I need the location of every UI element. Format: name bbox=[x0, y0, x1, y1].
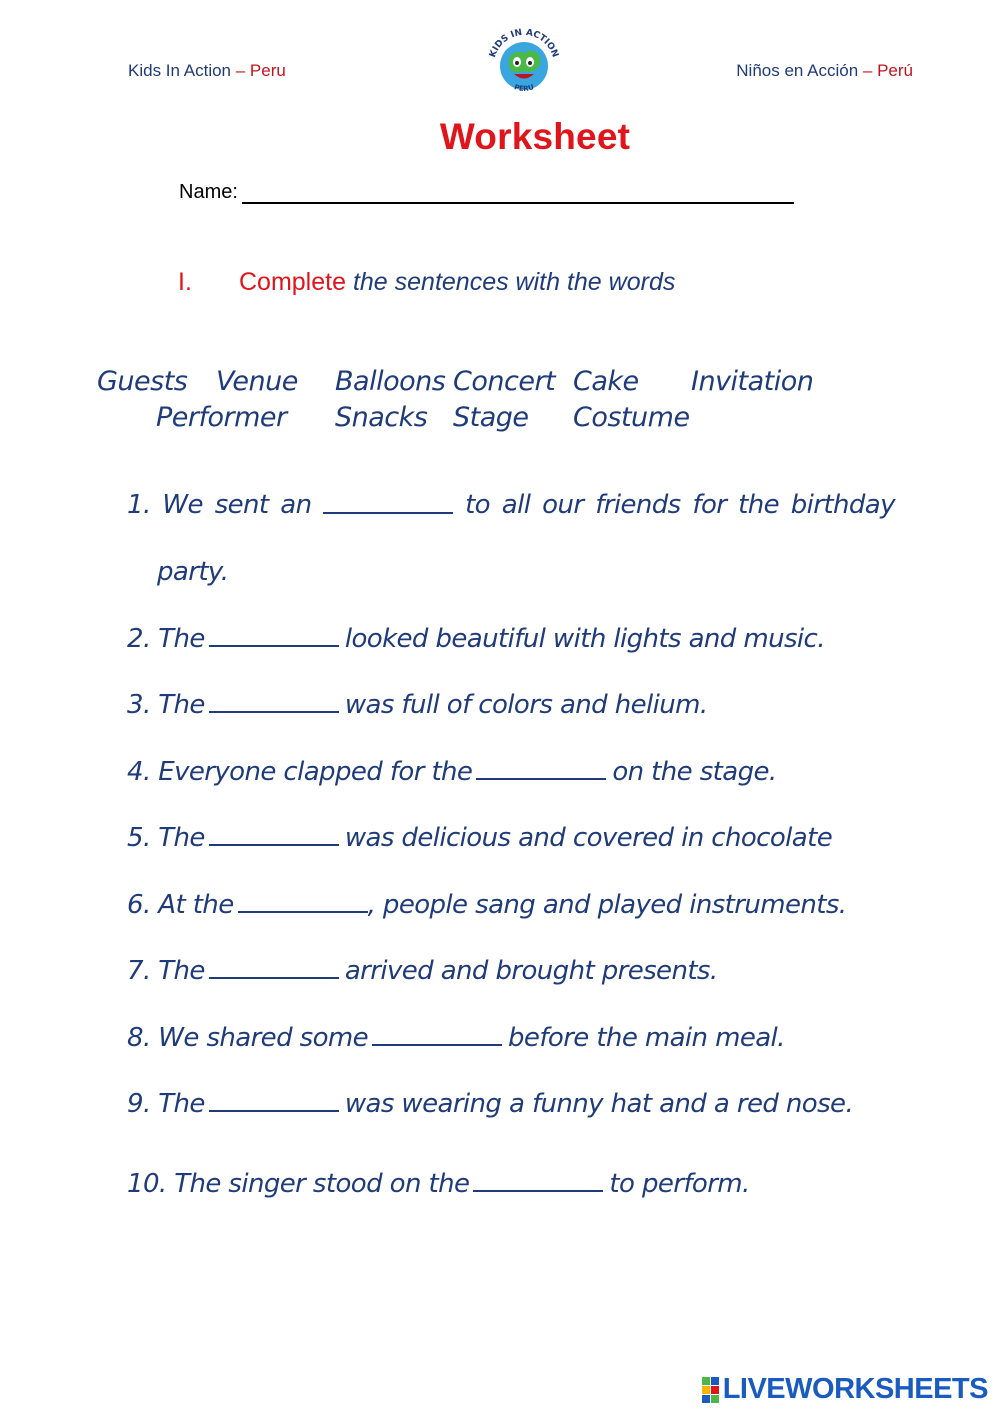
liveworksheets-brand-text: LIVEWORKSHEETS bbox=[722, 1373, 988, 1405]
question-text: was delicious and covered in chocolate bbox=[344, 823, 833, 853]
liveworksheets-brand[interactable] bbox=[702, 1373, 988, 1406]
answer-blank-3[interactable] bbox=[209, 689, 339, 713]
question-text: looked beautiful with lights and music. bbox=[344, 624, 825, 654]
question-text: 6. At the bbox=[127, 890, 234, 920]
question-text: 2. The bbox=[127, 624, 205, 654]
question-1 bbox=[127, 490, 895, 520]
word-bank bbox=[0, 366, 1000, 446]
answer-blank-9[interactable] bbox=[209, 1088, 339, 1112]
question-10 bbox=[127, 1168, 750, 1199]
liveworksheets-logo-icon bbox=[702, 1377, 719, 1403]
word-bank-item: Balloons bbox=[335, 366, 446, 397]
kids-in-action-logo bbox=[481, 22, 567, 108]
header-right-accent: – Perú bbox=[858, 61, 913, 80]
question-text: on the stage. bbox=[612, 757, 777, 787]
q1-word: 1. bbox=[127, 490, 151, 520]
answer-blank-1[interactable] bbox=[323, 490, 453, 514]
question-text: 3. The bbox=[127, 690, 205, 720]
word-bank-item: Stage bbox=[453, 402, 529, 433]
word-bank-item: Concert bbox=[453, 366, 556, 397]
q1-word: sent bbox=[214, 490, 269, 520]
answer-blank-4[interactable] bbox=[476, 756, 606, 780]
name-label: Name: bbox=[179, 181, 238, 203]
answer-blank-7[interactable] bbox=[209, 955, 339, 979]
q1-word: for bbox=[692, 490, 727, 520]
answer-blank-5[interactable] bbox=[209, 822, 339, 846]
header-left-main: Kids In Action bbox=[128, 61, 232, 80]
question-5 bbox=[127, 822, 832, 853]
q1-word: an bbox=[280, 490, 312, 520]
question-text: 10. The singer stood on the bbox=[127, 1169, 470, 1199]
question-9 bbox=[127, 1088, 853, 1119]
logo-text-top: KIDS IN ACTION bbox=[488, 27, 560, 59]
word-bank-item: Costume bbox=[573, 402, 690, 433]
q1-word: all bbox=[501, 490, 531, 520]
answer-blank-8[interactable] bbox=[372, 1022, 502, 1046]
q1-word: our bbox=[542, 490, 584, 520]
question-3 bbox=[127, 689, 708, 720]
question-text: was wearing a funny hat and a red nose. bbox=[344, 1089, 854, 1119]
section-instruction: the sentences with the words bbox=[346, 268, 676, 296]
answer-blank-6[interactable] bbox=[238, 889, 368, 913]
section-number: I. bbox=[178, 268, 192, 296]
q1-word: friends bbox=[595, 490, 681, 520]
q1-word: the bbox=[738, 490, 779, 520]
word-bank-item: Cake bbox=[573, 366, 639, 397]
question-text: arrived and brought presents. bbox=[344, 956, 718, 986]
question-4 bbox=[127, 756, 777, 787]
worksheet-title: Worksheet bbox=[439, 116, 631, 157]
word-bank-item: Performer bbox=[156, 402, 287, 433]
question-text: 7. The bbox=[127, 956, 205, 986]
logo-text-bottom: PERU bbox=[513, 83, 535, 93]
question-2 bbox=[127, 623, 825, 654]
header-left bbox=[128, 61, 286, 81]
section-verb: Complete bbox=[239, 268, 346, 296]
section-heading bbox=[178, 268, 675, 297]
question-text: was full of colors and helium. bbox=[344, 690, 708, 720]
header-right bbox=[736, 61, 913, 81]
question-text: 4. Everyone clapped for the bbox=[127, 757, 473, 787]
question-1-continuation: party. bbox=[157, 557, 229, 587]
word-bank-item: Venue bbox=[216, 366, 298, 397]
word-bank-item: Invitation bbox=[691, 366, 814, 397]
question-6 bbox=[127, 889, 846, 920]
answer-blank-2[interactable] bbox=[209, 623, 339, 647]
question-text: 8. We shared some bbox=[127, 1023, 369, 1053]
answer-blank-10[interactable] bbox=[473, 1168, 603, 1192]
name-row bbox=[179, 181, 794, 204]
question-text: 5. The bbox=[127, 823, 205, 853]
question-text: before the main meal. bbox=[508, 1023, 785, 1053]
name-field[interactable] bbox=[242, 183, 794, 204]
header-left-accent: – Peru bbox=[231, 61, 286, 80]
q1-word: We bbox=[162, 490, 203, 520]
word-bank-item: Guests bbox=[97, 366, 188, 397]
question-8 bbox=[127, 1022, 785, 1053]
q1-word: to bbox=[465, 490, 490, 520]
question-text: to perform. bbox=[609, 1169, 750, 1199]
word-bank-item: Snacks bbox=[335, 402, 428, 433]
q1-word: birthday bbox=[790, 490, 895, 520]
header-right-main: Niños en Acción bbox=[736, 61, 859, 80]
question-text: 9. The bbox=[127, 1089, 205, 1119]
question-7 bbox=[127, 955, 718, 986]
question-text: , people sang and played instruments. bbox=[367, 890, 847, 920]
